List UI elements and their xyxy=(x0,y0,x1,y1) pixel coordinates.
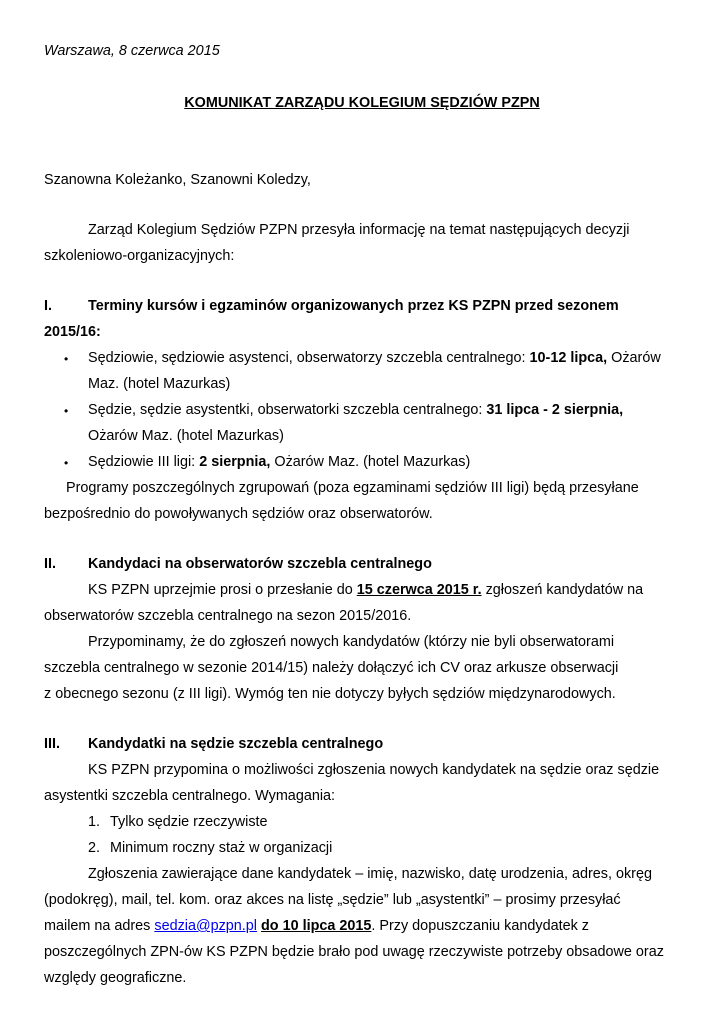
section-3-p1-line-1: KS PZPN przypomina o możliwości zgłoszenia nowych kandydatek na sędzie oraz sędzie xyxy=(88,762,660,778)
place-date: Warszawa, 8 czerwca 2015 xyxy=(44,43,220,59)
item-text: Sędzie, sędzie asystentki, obserwatorki szczebla centralnego: xyxy=(88,402,487,418)
section-1-heading-cont: 2015/16: xyxy=(44,324,101,340)
bullet-icon: • xyxy=(64,352,69,366)
section-3-p1-line-2: asystentki szczebla centralnego. Wymagania: xyxy=(44,788,336,804)
section-2-text-cont: obserwatorów szczebla centralnego na sezon 2015/2016. xyxy=(44,608,412,624)
deadline-date: 15 czerwca 2015 r. xyxy=(356,582,482,598)
section-3-number: III. xyxy=(44,736,60,752)
item-text-cont: Maz. (hotel Mazurkas) xyxy=(88,376,231,392)
intro-line-2: szkoleniowo-organizacyjnych: xyxy=(44,248,235,264)
section-1-note-cont: bezpośrednio do powoływanych sędziów oraz obserwatorów. xyxy=(44,506,433,522)
section-1-number: I. xyxy=(44,298,52,314)
item-date: 31 lipca - 2 sierpnia, xyxy=(486,402,624,418)
item-text-post: Ożarów xyxy=(607,350,661,366)
section-1-note: Programy poszczególnych zgrupowań (poza egzaminami sędziów III ligi) będą przesyłane xyxy=(66,480,639,496)
salutation: Szanowna Koleżanko, Szanowni Koledzy, xyxy=(44,172,311,188)
bullet-icon: • xyxy=(64,404,69,418)
section-3-heading: Kandydatki na sędzie szczebla centralnego xyxy=(88,736,384,752)
section-3-p2-line-1: Zgłoszenia zawierające dane kandydatek – imię, nazwisko, datę urodzenia, adres, okręg xyxy=(88,866,652,882)
intro-line-1: Zarząd Kolegium Sędziów PZPN przesyła informację na temat następujących decyzji xyxy=(88,222,630,238)
section-2-p2-line-3: z obecnego sezonu (z III ligi). Wymóg ten nie dotyczy byłych sędziów międzynarodowych. xyxy=(44,686,616,702)
page-title: KOMUNIKAT ZARZĄDU KOLEGIUM SĘDZIÓW PZPN xyxy=(184,95,540,111)
section-3-p2-line-5: względy geograficzne. xyxy=(44,970,187,986)
section-2-text: KS PZPN uprzejmie prosi o przesłanie do xyxy=(88,582,357,598)
item-text-cont: Ożarów Maz. (hotel Mazurkas) xyxy=(88,428,284,444)
requirement-text: Tylko sędzie rzeczywiste xyxy=(110,814,268,830)
requirement-number: 2. xyxy=(88,840,101,856)
section-3-p2-text: mailem na adres xyxy=(44,918,155,934)
section-2-heading: Kandydaci na obserwatorów szczebla centralnego xyxy=(88,556,432,572)
section-3-p2-text-post: . Przy dopuszczaniu kandydatek z xyxy=(371,918,589,934)
section-3-p2-line-2: (podokręg), mail, tel. kom. oraz akces na listę „sędzie” lub „asystentki” – prosimy przesyłać xyxy=(44,892,621,908)
section-2-p2-line-1: Przypominamy, że do zgłoszeń nowych kandydatów (którzy nie byli obserwatorami xyxy=(88,634,615,650)
email-link[interactable]: sedzia@pzpn.pl xyxy=(154,918,258,934)
section-1-heading: Terminy kursów i egzaminów organizowanych przez KS PZPN przed sezonem xyxy=(88,298,619,314)
section-2-number: II. xyxy=(44,556,56,572)
item-text: Sędziowie, sędziowie asystenci, obserwatorzy szczebla centralnego: xyxy=(88,350,530,366)
item-text-post: Ożarów Maz. (hotel Mazurkas) xyxy=(270,454,471,470)
section-3-p2-line-4: poszczególnych ZPN-ów KS PZPN będzie brało pod uwagę rzeczywiste potrzeby obsadowe oraz xyxy=(44,944,664,960)
item-date: 2 sierpnia, xyxy=(199,454,271,470)
bullet-icon: • xyxy=(64,456,69,470)
deadline-date: do 10 lipca 2015 xyxy=(261,918,372,934)
section-2-p2-line-2: szczebla centralnego w sezonie 2014/15) należy dołączyć ich CV oraz arkusze obserwacji xyxy=(44,660,619,676)
requirement-number: 1. xyxy=(88,814,101,830)
section-2-text-post: zgłoszeń kandydatów na xyxy=(481,582,644,598)
item-text: Sędziowie III ligi: xyxy=(88,454,200,470)
item-date: 10-12 lipca, xyxy=(529,350,608,366)
requirement-text: Minimum roczny staż w organizacji xyxy=(110,840,333,856)
